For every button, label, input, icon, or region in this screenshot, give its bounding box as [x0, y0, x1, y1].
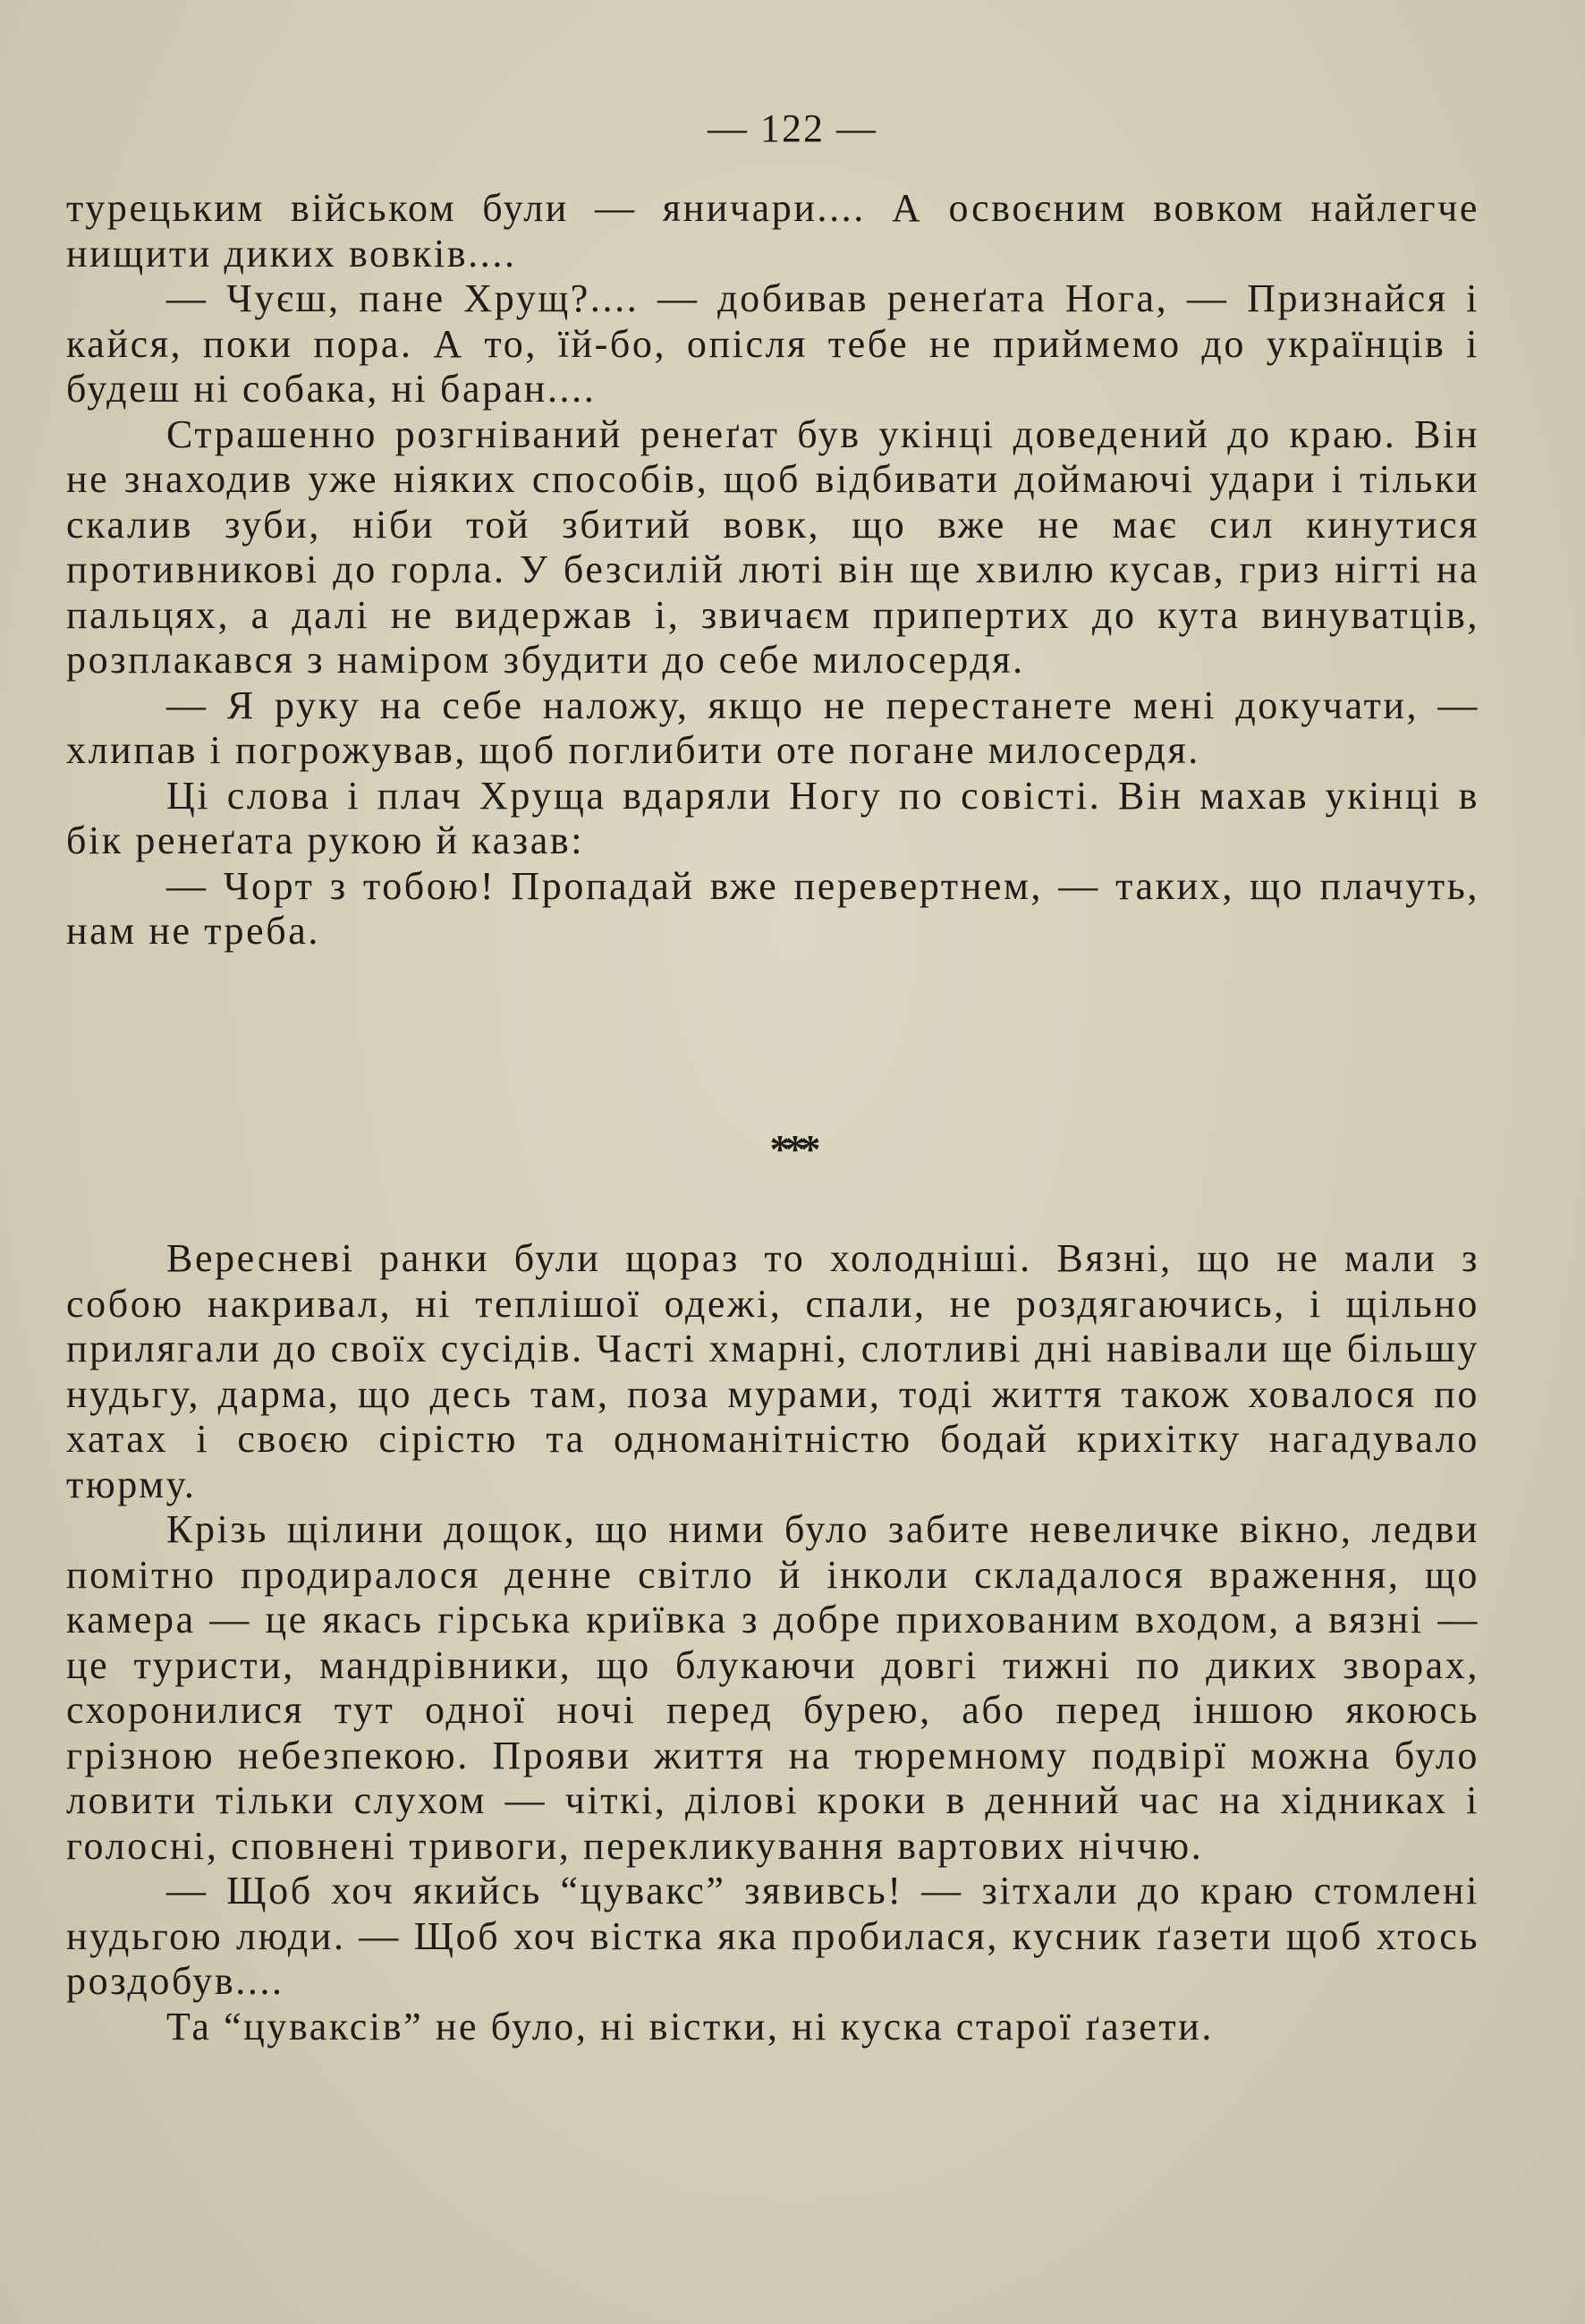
text-block-dialogue	[66, 186, 1479, 954]
paragraph: Ці слова і плач Хруща вдаряли Ногу по совісті. Він махав укінці в бік ренеґата рукою й казав:	[66, 773, 1479, 862]
paragraph: Крізь щілини дощок, що ними було забите невеличке вікно, ледви помітно продиралося денне світло й інколи складалося враження, що камера — це якась гірська криївка з добре прихованим входом, а вязні — це туристи, мандрівники, що блукаючи довгі тижні по диких зворах, схоронилися тут одної ночі перед бурею, або перед іншою якоюсь грізною небезпекою. Прояви життя на тюремному подвірї можна було ловити тільки слухом — чіткі, ділові кроки в денний час на хідниках і голосні, сповнені тривоги, перекликування вартових ніччю.	[66, 1507, 1479, 1868]
paragraph: — Чуєш, пане Хрущ?.... — добивав ренеґата Нога, — Признайся і кайся, поки пора. А то, їй-бо, опісля тебе не приймемо до українців і будеш ні собака, ні баран....	[66, 276, 1479, 411]
paragraph: Страшенно розгніваний ренеґат був укінці доведений до краю. Він не знаходив уже ніяких способів, щоб відбивати доймаючі удари і тільки скалив зуби, ніби той збитий вовк, що вже не має сил кинутися противникові до горла. У безсилій люті він ще хвилю кусав, гриз нігті на пальцях, а далі не видержав і, звичаєм припертих до кута винуватців, розплакався з наміром збудити до себе милосердя.	[66, 411, 1479, 682]
section-separator: ***	[769, 1126, 816, 1172]
paragraph: — Щоб хоч якийсь “цувакс” зявивсь! — зітхали до краю стомлені нудьгою люди. — Щоб хоч вістка яка пробилася, кусник ґазети щоб хтось роздобув....	[66, 1869, 1479, 2003]
text-block-section	[66, 1236, 1479, 2049]
paragraph: — Чорт з тобою! Пропадай вже перевертнем, — таких, що плачуть, нам не треба.	[66, 863, 1479, 953]
page-number: — 122 —	[708, 106, 877, 150]
paragraph: — Я руку на себе наложу, якщо не перестанете мені докучати, — хлипав і погрожував, щоб поглибити оте погане милосердя.	[66, 683, 1479, 772]
paragraph: турецьким військом були — яничари.... А освоєним вовком найлегче нищити диких вовків....	[66, 186, 1479, 276]
paragraph: Вересневі ранки були щораз то холодніші. Вязні, що не мали з собою накривал, ні теплішої одежі, спали, не роздягаючись, і щільно прилягали до своїх сусідів. Часті хмарні, слотливі дні навівали ще більшу нудьгу, дарма, що десь там, поза мурами, тоді життя також ховалося по хатах і своєю сірістю та одноманітністю бодай крихітку нагадувало тюрму.	[66, 1236, 1479, 1506]
paragraph: Та “цуваксів” не було, ні вістки, ні куска старої ґазети.	[166, 2004, 1214, 2048]
